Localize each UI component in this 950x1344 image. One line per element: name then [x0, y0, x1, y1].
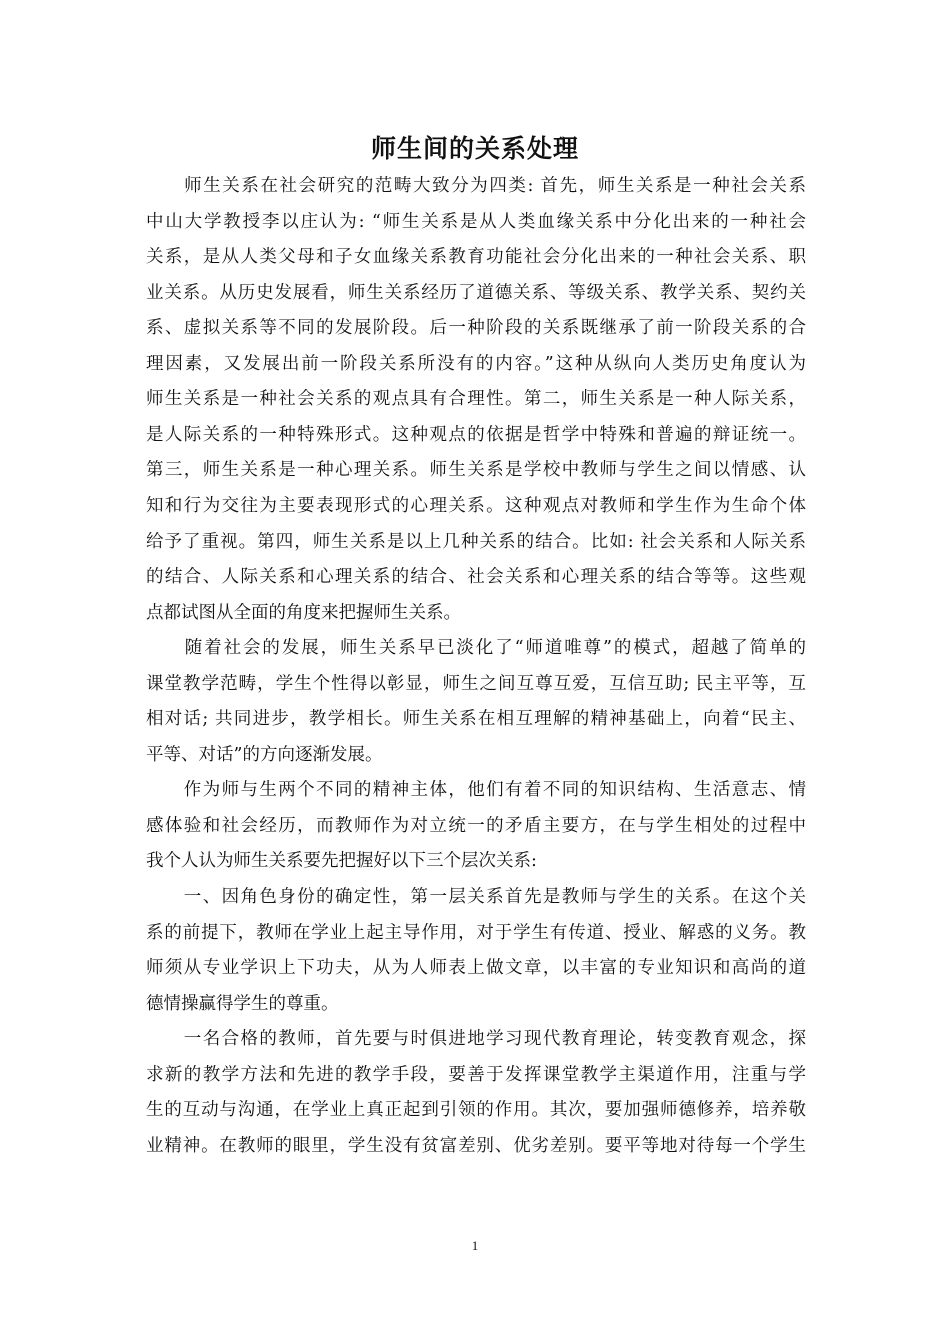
document-title: 师生间的关系处理	[370, 134, 579, 163]
text-line: 师生关系是一种社会关系的观点具有合理性。第二，师生关系是一种人际关系，	[146, 389, 806, 409]
text-line: 求新的教学方法和先进的教学手段，要善于发挥课堂教学主渠道作用，注重与学	[146, 1065, 806, 1085]
text-line: 一、因角色身份的确定性，第一层关系首先是教师与学生的关系。在这个关	[146, 887, 806, 907]
text-line: 给予了重视。第四，师生关系是以上几种关系的结合。比如: 社会关系和人际关系	[146, 532, 806, 552]
text-line: 的结合、人际关系和心理关系的结合、社会关系和心理关系的结合等等。这些观	[146, 567, 806, 587]
text-line: 一名合格的教师，首先要与时俱进地学习现代教育理论，转变教育观念，探	[146, 1029, 806, 1049]
text-line: 感体验和社会经历，而教师作为对立统一的矛盾主要方，在与学生相处的过程中	[146, 816, 806, 836]
text-line: 中山大学教授李以庄认为: “师生关系是从人类血缘关系中分化出来的一种社会	[146, 212, 806, 232]
text-line: 作为师与生两个不同的精神主体，他们有着不同的知识结构、生活意志、情	[146, 780, 806, 800]
text-line: 我个人认为师生关系要先把握好以下三个层次关系:	[146, 851, 537, 871]
text-line: 随着社会的发展，师生关系早已淡化了“师道唯尊”的模式，超越了简单的	[146, 638, 806, 658]
text-line: 知和行为交往为主要表现形式的心理关系。这种观点对教师和学生作为生命个体	[146, 496, 806, 516]
text-line: 师生关系在社会研究的范畴大致分为四类: 首先，师生关系是一种社会关系	[146, 176, 806, 196]
text-line: 系、虚拟关系等不同的发展阶段。后一种阶段的关系既继承了前一阶段关系的合	[146, 318, 806, 338]
text-line: 生的互动与沟通，在学业上真正起到引领的作用。其次，要加强师德修养，培养敬	[146, 1100, 806, 1120]
text-line: 德情操赢得学生的尊重。	[146, 994, 339, 1014]
text-line: 系的前提下，教师在学业上起主导作用，对于学生有传道、授业、解惑的义务。教	[146, 923, 806, 943]
text-line: 业关系。从历史发展看，师生关系经历了道德关系、等级关系、教学关系、契约关	[146, 283, 806, 303]
page-number: 1	[471, 1238, 479, 1253]
text-line: 课堂教学范畴，学生个性得以彰显，师生之间互尊互爱，互信互助; 民主平等，互	[146, 674, 806, 694]
text-line: 是人际关系的一种特殊形式。这种观点的依据是哲学中特殊和普遍的辩证统一。	[146, 425, 806, 445]
text-line: 师须从专业学识上下功夫，从为人师表上做文章，以丰富的专业知识和高尚的道	[146, 958, 806, 978]
text-line: 第三，师生关系是一种心理关系。师生关系是学校中教师与学生之间以情感、认	[146, 460, 806, 480]
text-line: 理因素，又发展出前一阶段关系所没有的内容。”这种从纵向人类历史角度认为	[146, 354, 806, 374]
text-line: 点都试图从全面的角度来把握师生关系。	[146, 603, 461, 623]
text-line: 业精神。在教师的眼里，学生没有贫富差别、优劣差别。要平等地对待每一个学生	[146, 1136, 806, 1156]
text-line: 平等、对话”的方向逐渐发展。	[146, 745, 383, 765]
text-line: 相对话; 共同进步，教学相长。师生关系在相互理解的精神基础上，向着“民主、	[146, 709, 806, 729]
text-line: 关系，是从人类父母和子女血缘关系教育功能社会分化出来的一种社会关系、职	[146, 247, 806, 267]
